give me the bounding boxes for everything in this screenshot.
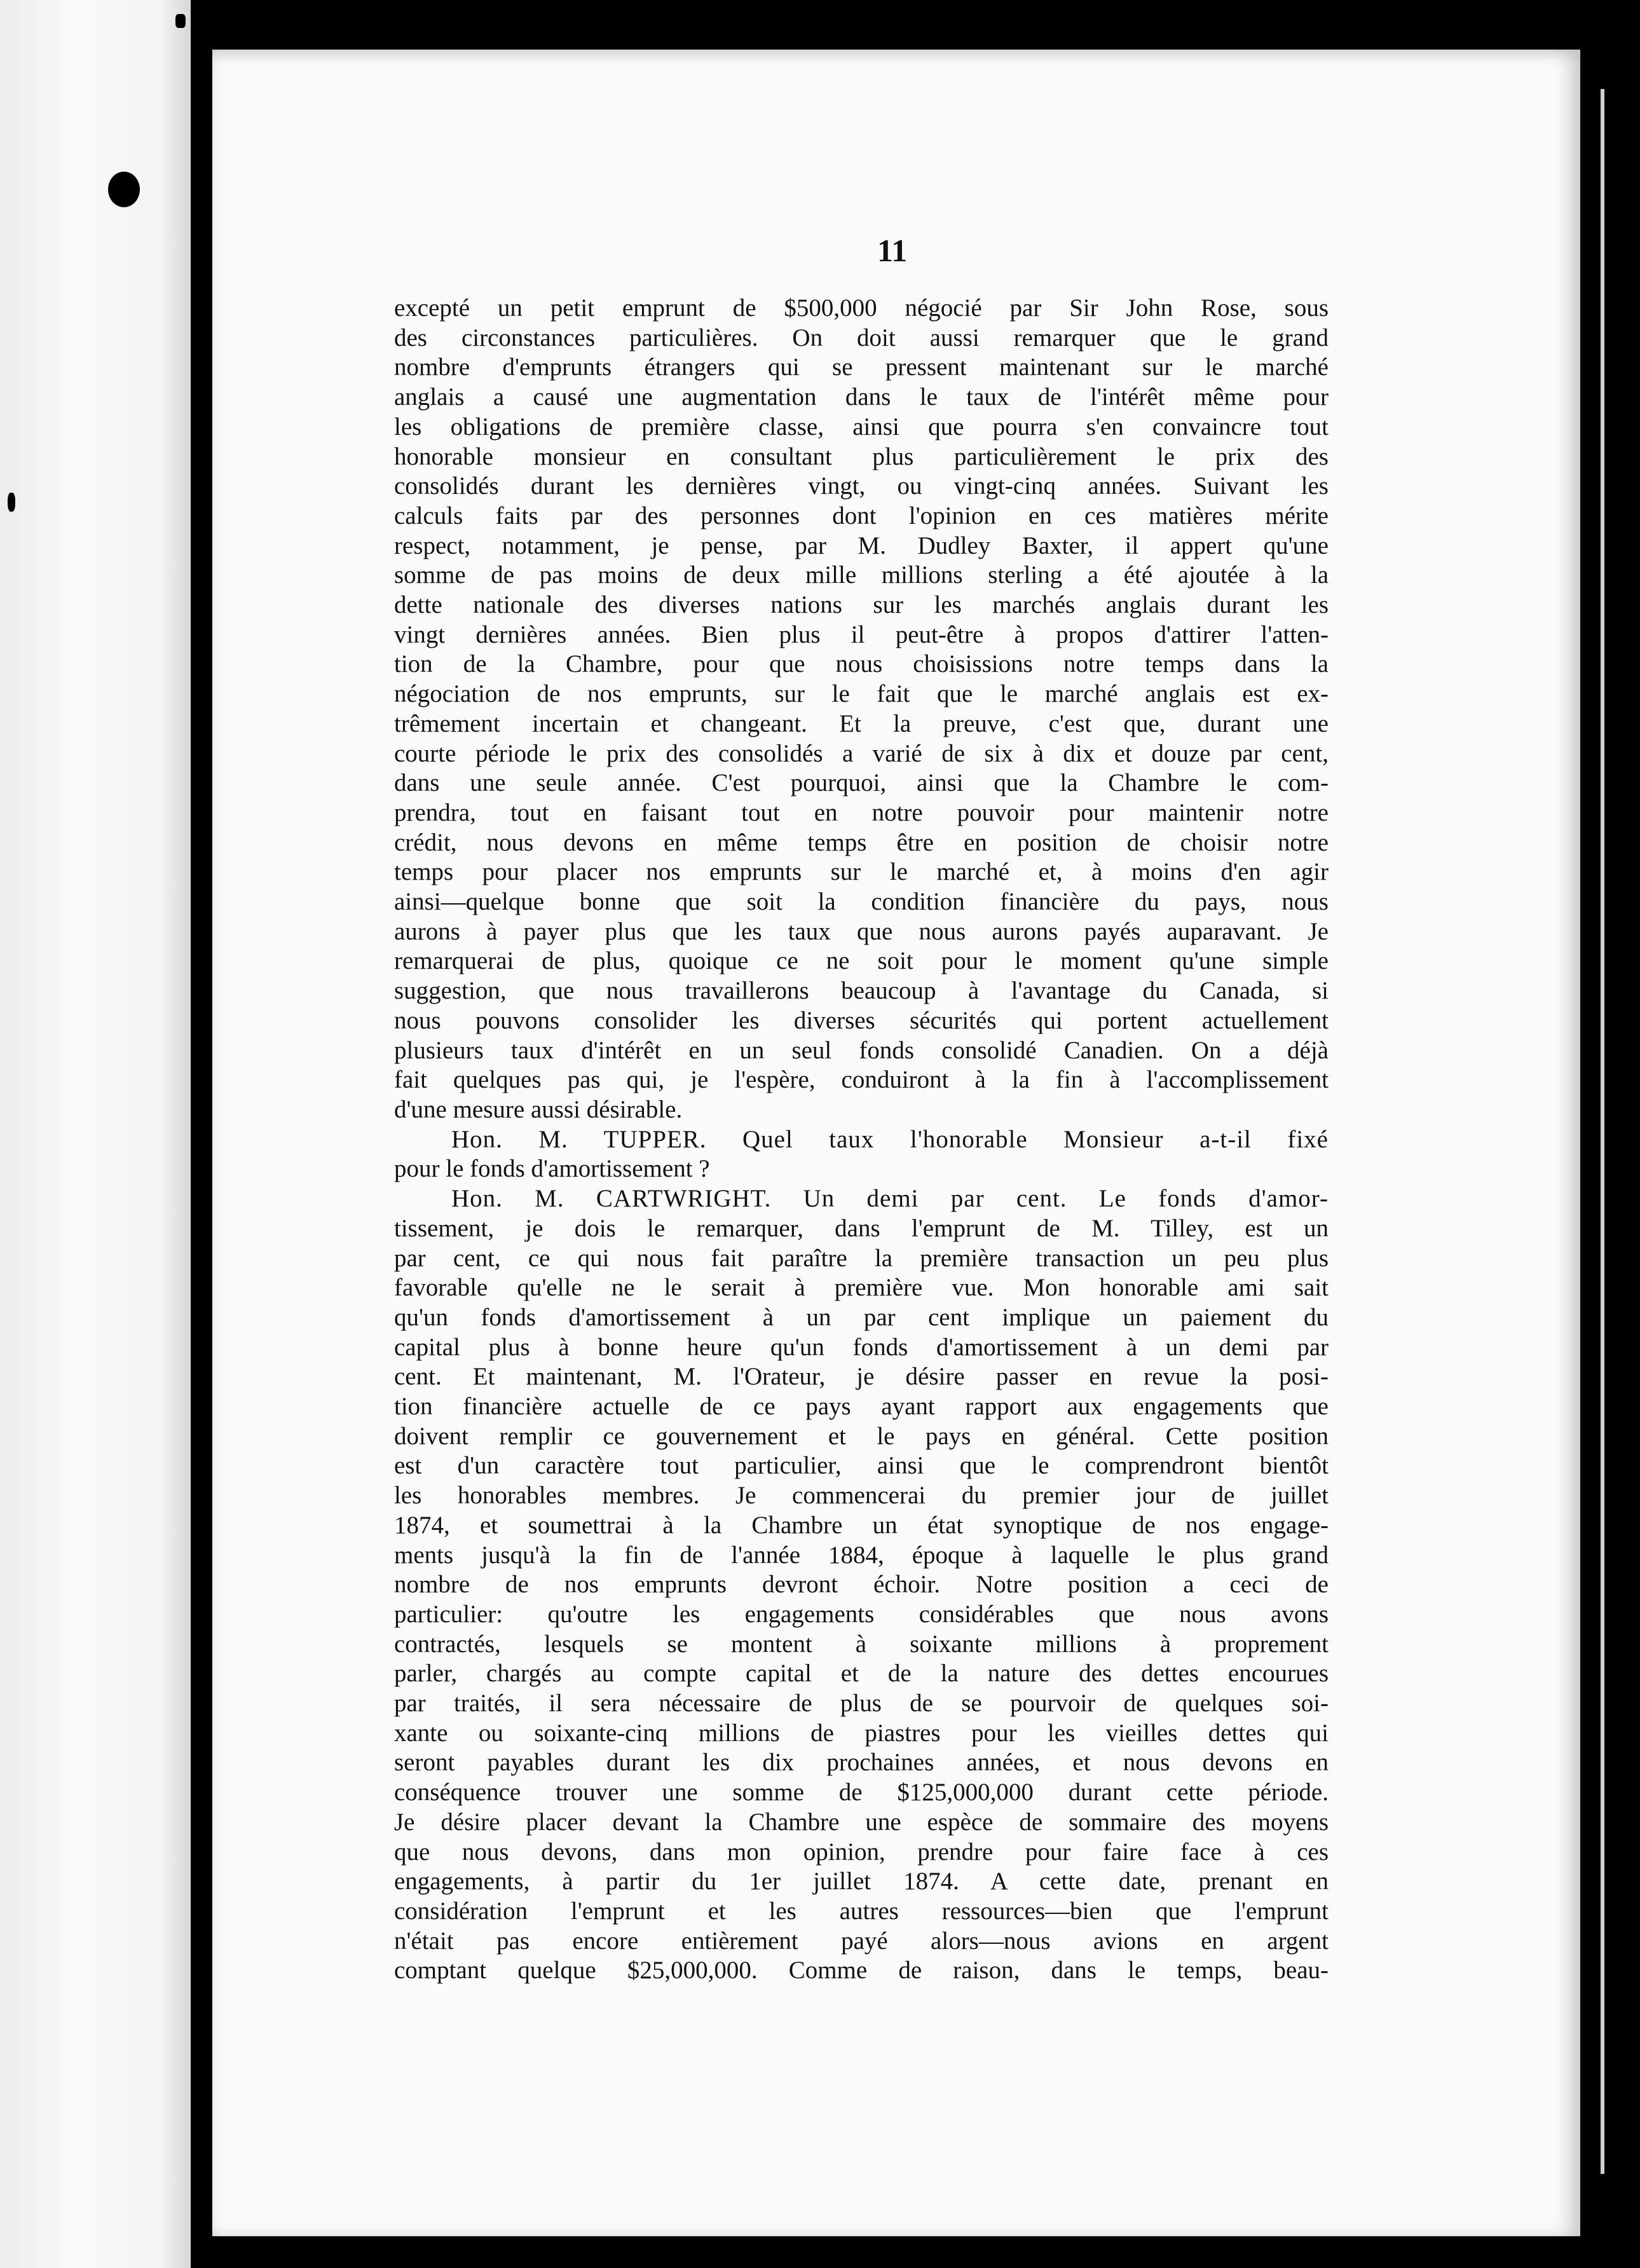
text-line: seront payables durant les dix prochaines années, et nous devons en [394, 1749, 1329, 1777]
text-line: est d'un caractère tout particulier, ainsi que le comprendront bientôt [394, 1452, 1329, 1480]
text-line: Je désire placer devant la Chambre une espèce de sommaire des moyens [394, 1808, 1329, 1836]
text-line: prendra, tout en faisant tout en notre pouvoir pour maintenir notre [394, 798, 1329, 826]
text-line: négociation de nos emprunts, sur le fait que le marché anglais est ex- [394, 680, 1329, 708]
text-line: ainsi—quelque bonne que soit la condition financière du pays, nous [394, 888, 1329, 916]
text-line: des circonstances particulières. On doit aussi remarquer que le grand [394, 324, 1329, 352]
speaker-line-cartwright: Hon. M. CARTWRIGHT. Un demi par cent. Le fonds d'amor- [451, 1185, 1329, 1213]
page-number: 11 [877, 233, 908, 268]
ink-mark [8, 493, 15, 512]
ink-blot [108, 172, 140, 207]
speaker-line-tupper: Hon. M. TUPPER. Quel taux l'honorable Monsieur a-t-il fixé [451, 1125, 1329, 1153]
text-line: cent. Et maintenant, M. l'Orateur, je désire passer en revue la posi- [394, 1363, 1329, 1391]
text-line: trêmement incertain et changeant. Et la preuve, c'est que, durant une [394, 709, 1329, 737]
ink-mark [175, 14, 186, 28]
text-line: dette nationale des diverses nations sur les marchés anglais durant les [394, 591, 1329, 619]
text-line: plusieurs taux d'intérêt en un seul fonds consolidé Canadien. On a déjà [394, 1036, 1329, 1064]
text-line: vingt dernières années. Bien plus il peut-être à propos d'attirer l'atten- [394, 620, 1329, 648]
text-line: par cent, ce qui nous fait paraître la première transaction un peu plus [394, 1244, 1329, 1272]
text-line: doivent remplir ce gouvernement et le pays en général. Cette position [394, 1422, 1329, 1450]
text-line: que nous devons, dans mon opinion, prendre pour faire face à ces [394, 1838, 1329, 1866]
text-line: aurons à payer plus que les taux que nous aurons payés auparavant. Je [394, 917, 1329, 945]
text-line: particulier: qu'outre les engagements considérables que nous avons [394, 1600, 1329, 1628]
text-line: les honorables membres. Je commencerai du premier jour de juillet [394, 1482, 1329, 1510]
text-line: honorable monsieur en consultant plus particulièrement le prix des [394, 442, 1329, 470]
text-line: par traités, il sera nécessaire de plus de se pourvoir de quelques soi- [394, 1690, 1329, 1718]
text-line: contractés, lesquels se montent à soixante millions à proprement [394, 1630, 1329, 1658]
text-line: engagements, à partir du 1er juillet 1874. A cette date, prenant en [394, 1868, 1329, 1896]
text-line: crédit, nous devons en même temps être en position de choisir notre [394, 828, 1329, 856]
text-line: parler, chargés au compte capital et de la nature des dettes encourues [394, 1660, 1329, 1688]
text-line: nombre de nos emprunts devront échoir. Notre position a ceci de [394, 1571, 1329, 1599]
text-line: calculs faits par des personnes dont l'opinion en ces matières mérite [394, 502, 1329, 529]
text-line: tion financière actuelle de ce pays ayant rapport aux engagements que [394, 1393, 1329, 1421]
page-right-rule [1601, 89, 1604, 2174]
text-line: qu'un fonds d'amortissement à un par cent implique un paiement du [394, 1303, 1329, 1331]
page-right-edge [1580, 57, 1640, 2231]
text-line: nombre d'emprunts étrangers qui se pressent maintenant sur le marché [394, 353, 1329, 381]
binding-gutter [191, 0, 212, 2268]
text-line: dans une seule année. C'est pourquoi, ainsi que la Chambre le com- [394, 769, 1329, 797]
text-line: capital plus à bonne heure qu'un fonds d'amortissement à un demi par [394, 1333, 1329, 1361]
text-line: pour le fonds d'amortissement ? [394, 1155, 710, 1183]
text-line: les obligations de première classe, ainsi que pourra s'en convaincre tout [394, 413, 1329, 441]
text-line: somme de pas moins de deux mille millions sterling a été ajoutée à la [394, 561, 1329, 589]
text-line: fait quelques pas qui, je l'espère, conduiront à la fin à l'accomplissement [394, 1066, 1329, 1094]
body-text [394, 294, 1329, 1986]
text-line: consolidés durant les dernières vingt, ou vingt-cinq années. Suivant les [394, 472, 1329, 500]
text-line: tissement, je dois le remarquer, dans l'emprunt de M. Tilley, est un [394, 1214, 1329, 1242]
text-line: suggestion, que nous travaillerons beaucoup à l'avantage du Canada, si [394, 977, 1329, 1005]
previous-page-edge [0, 0, 191, 2268]
text-line: d'une mesure aussi désirable. [394, 1095, 683, 1123]
text-line: anglais a causé une augmentation dans le taux de l'intérêt même pour [394, 383, 1329, 411]
text-line: 1874, et soumettrai à la Chambre un état synoptique de nos engage- [394, 1511, 1329, 1539]
text-line: favorable qu'elle ne le serait à première vue. Mon honorable ami sait [394, 1274, 1329, 1302]
text-line: temps pour placer nos emprunts sur le marché et, à moins d'en agir [394, 858, 1329, 886]
text-line: comptant quelque $25,000,000. Comme de raison, dans le temps, beau- [394, 1957, 1329, 1984]
text-line: n'était pas encore entièrement payé alors—nous avions en argent [394, 1927, 1329, 1955]
text-line: considération l'emprunt et les autres ressources—bien que l'emprunt [394, 1897, 1329, 1925]
text-line: ments jusqu'à la fin de l'année 1884, époque à laquelle le plus grand [394, 1541, 1329, 1569]
text-line: conséquence trouver une somme de $125,000,000 durant cette période. [394, 1779, 1329, 1807]
text-line: xante ou soixante-cinq millions de piastres pour les vieilles dettes qui [394, 1719, 1329, 1747]
text-line: excepté un petit emprunt de $500,000 négocié par Sir John Rose, sous [394, 294, 1329, 322]
text-line: courte période le prix des consolidés a varié de six à dix et douze par cent, [394, 739, 1329, 767]
text-line: respect, notamment, je pense, par M. Dudley Baxter, il appert qu'une [394, 531, 1329, 559]
text-line: nous pouvons consolider les diverses sécurités qui portent actuellement [394, 1006, 1329, 1034]
text-line: tion de la Chambre, pour que nous choisissions notre temps dans la [394, 650, 1329, 678]
text-line: remarquerai de plus, quoique ce ne soit pour le moment qu'une simple [394, 947, 1329, 975]
